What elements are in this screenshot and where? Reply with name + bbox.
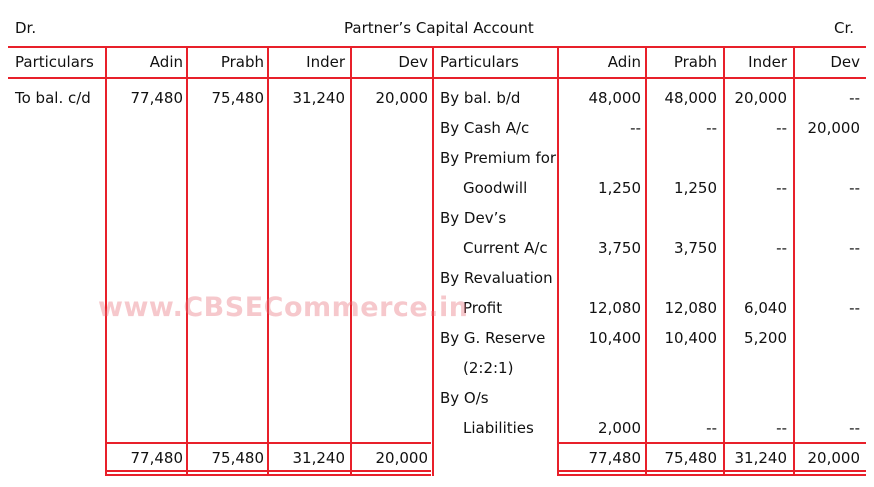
total-left-prabh: 75,480	[211, 449, 264, 467]
credit-row-adin: 1,250	[598, 179, 641, 197]
credit-row-particular: Goodwill	[463, 179, 528, 197]
credit-row-adin: 12,080	[588, 299, 641, 317]
header-dev-right: Dev	[830, 53, 860, 71]
credit-row-prabh: 12,080	[664, 299, 717, 317]
total-right-inder: 31,240	[734, 449, 787, 467]
header-prabh-left: Prabh	[220, 53, 264, 71]
col-divider-1	[105, 46, 107, 476]
credit-row-particular: (2:2:1)	[463, 359, 514, 377]
cr-label: Cr.	[834, 19, 855, 37]
right-total-bottom-rule-2	[558, 474, 866, 476]
credit-row-adin: 10,400	[588, 329, 641, 347]
debit-prabh: 75,480	[211, 89, 264, 107]
col-divider-9	[793, 46, 795, 476]
credit-row-particular: Profit	[463, 299, 503, 317]
credit-row-prabh: 10,400	[664, 329, 717, 347]
debit-inder: 31,240	[292, 89, 345, 107]
header-adin-left: Adin	[149, 53, 183, 71]
col-divider-2	[186, 46, 188, 476]
header-dev-left: Dev	[398, 53, 428, 71]
credit-row-inder: 5,200	[744, 329, 787, 347]
credit-row-prabh: 3,750	[674, 239, 717, 257]
credit-row-particular: Liabilities	[463, 419, 534, 437]
credit-row-adin: --	[630, 119, 641, 137]
credit-row-adin: 2,000	[598, 419, 641, 437]
credit-row-dev: --	[849, 239, 860, 257]
credit-row-particular: By Revaluation	[440, 269, 553, 287]
total-right-prabh: 75,480	[664, 449, 717, 467]
credit-row-adin: 48,000	[588, 89, 641, 107]
right-total-top-rule	[558, 442, 866, 444]
credit-row-particular: By Dev’s	[440, 209, 507, 227]
credit-row-dev: --	[849, 419, 860, 437]
account-title: Partner’s Capital Account	[344, 19, 534, 37]
col-divider-3	[267, 46, 269, 476]
debit-adin: 77,480	[130, 89, 183, 107]
watermark: www.CBSECommerce.in	[98, 292, 469, 323]
credit-row-particular: Current A/c	[463, 239, 548, 257]
col-divider-6	[557, 46, 559, 476]
credit-row-prabh: 1,250	[674, 179, 717, 197]
credit-row-inder: --	[776, 119, 787, 137]
header-adin-right: Adin	[607, 53, 641, 71]
credit-row-particular: By G. Reserve	[440, 329, 546, 347]
credit-row-adin: 3,750	[598, 239, 641, 257]
credit-row-particular: By bal. b/d	[440, 89, 521, 107]
header-prabh-right: Prabh	[673, 53, 717, 71]
credit-row-inder: --	[776, 179, 787, 197]
credit-row-prabh: --	[706, 119, 717, 137]
credit-row-dev: --	[849, 299, 860, 317]
header-particulars-right: Particulars	[440, 53, 519, 71]
total-left-dev: 20,000	[375, 449, 428, 467]
total-right-adin: 77,480	[588, 449, 641, 467]
header-rule	[8, 77, 866, 79]
credit-row-particular: By O/s	[440, 389, 489, 407]
credit-row-inder: --	[776, 239, 787, 257]
credit-row-prabh: --	[706, 419, 717, 437]
total-left-adin: 77,480	[130, 449, 183, 467]
col-divider-4	[350, 46, 352, 476]
total-left-inder: 31,240	[292, 449, 345, 467]
credit-row-dev: --	[849, 179, 860, 197]
credit-row-dev: 20,000	[807, 119, 860, 137]
col-divider-8	[723, 46, 725, 476]
header-particulars-left: Particulars	[15, 53, 94, 71]
top-rule	[8, 46, 866, 48]
debit-dev: 20,000	[375, 89, 428, 107]
credit-row-particular: By Cash A/c	[440, 119, 530, 137]
credit-row-inder: --	[776, 419, 787, 437]
credit-row-particular: By Premium for	[440, 149, 557, 167]
dr-label: Dr.	[15, 19, 37, 37]
total-right-dev: 20,000	[807, 449, 860, 467]
right-total-bottom-rule-1	[558, 470, 866, 472]
debit-particulars: To bal. c/d	[15, 89, 91, 107]
header-inder-right: Inder	[748, 53, 787, 71]
header-inder-left: Inder	[306, 53, 345, 71]
credit-row-dev: --	[849, 89, 860, 107]
credit-row-inder: 6,040	[744, 299, 787, 317]
col-divider-5	[432, 46, 434, 476]
col-divider-7	[645, 46, 647, 476]
credit-row-prabh: 48,000	[664, 89, 717, 107]
credit-row-inder: 20,000	[734, 89, 787, 107]
